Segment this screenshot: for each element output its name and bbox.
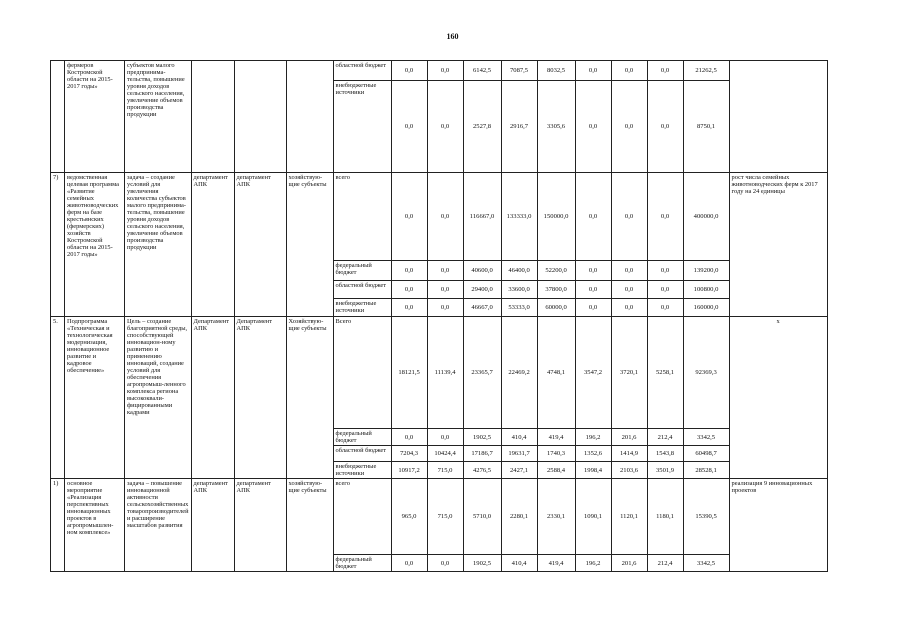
value-cell: 0,0 [391,81,427,173]
total-cell: 160000,0 [683,299,729,317]
table-row [51,173,828,261]
value-cell: 1998,4 [575,462,611,479]
program-table [50,60,828,572]
total-cell: 28528,1 [683,462,729,479]
dept-cell [191,61,234,173]
value-cell: 0,0 [575,281,611,299]
value-cell: 196,2 [575,429,611,446]
value-cell: 0,0 [575,299,611,317]
value-cell: 0,0 [427,81,463,173]
value-cell: 0,0 [611,173,647,261]
total-cell: 139200,0 [683,261,729,281]
value-cell: 1180,1 [647,479,683,555]
dept-cell: департамент АПК [234,173,286,317]
table-row [51,479,828,555]
value-cell: 29400,0 [463,281,501,299]
funding-source-cell: областной бюджет [333,446,391,462]
funding-source-cell: областной бюджет [333,61,391,81]
subject-cell [286,61,333,173]
subject-cell: Хозяйствую-щие субъекты [286,317,333,479]
value-cell: 0,0 [647,281,683,299]
value-cell: 0,0 [391,173,427,261]
value-cell: 419,4 [537,555,575,572]
value-cell: 18121,5 [391,317,427,429]
dept-cell: департамент АПК [234,479,286,572]
row-number-cell [51,61,65,173]
value-cell: 3305,6 [537,81,575,173]
value-cell: 1543,8 [647,446,683,462]
value-cell: 0,0 [391,281,427,299]
value-cell: 52200,0 [537,261,575,281]
result-cell: рост числа семейных животноводческих ферм к 2017 году на 24 единицы [729,173,827,317]
value-cell: 116667,0 [463,173,501,261]
table-row [51,317,828,429]
value-cell: 23365,7 [463,317,501,429]
value-cell: 17186,7 [463,446,501,462]
total-cell: 60498,7 [683,446,729,462]
dept-cell: департамент АПК [191,479,234,572]
value-cell: 410,4 [501,555,537,572]
value-cell: 419,4 [537,429,575,446]
task-cell: субъектов малого предпринима-тельства, повышение уровня доходов сельского населения, увеличение объемов производства продукции [125,61,192,173]
value-cell: 8032,5 [537,61,575,81]
value-cell: 150000,0 [537,173,575,261]
value-cell: 0,0 [575,81,611,173]
dept-cell: Департамент АПК [234,317,286,479]
value-cell: 0,0 [427,299,463,317]
value-cell: 212,4 [647,555,683,572]
result-cell: реализация 9 инновационных проектов [729,479,827,572]
subject-cell: хозяйствую-щие субъекты [286,479,333,572]
value-cell: 46400,0 [501,261,537,281]
value-cell: 2527,8 [463,81,501,173]
program-name-cell: фермеров Костромской области на 2015-2017 годы» [65,61,125,173]
funding-source-cell: федеральный бюджет [333,261,391,281]
funding-source-cell: областной бюджет [333,281,391,299]
value-cell: 0,0 [611,299,647,317]
value-cell: 19631,7 [501,446,537,462]
value-cell: 0,0 [575,173,611,261]
value-cell: 965,0 [391,479,427,555]
value-cell: 0,0 [427,429,463,446]
value-cell: 10917,2 [391,462,427,479]
funding-source-cell: внебюджетные источники [333,81,391,173]
funding-source-cell: федеральный бюджет [333,555,391,572]
value-cell: 0,0 [647,261,683,281]
value-cell: 715,0 [427,462,463,479]
total-cell: 15390,5 [683,479,729,555]
value-cell: 0,0 [575,61,611,81]
total-cell: 3342,5 [683,429,729,446]
value-cell: 33600,0 [501,281,537,299]
total-cell: 400000,0 [683,173,729,261]
value-cell: 2427,1 [501,462,537,479]
value-cell: 0,0 [427,281,463,299]
table-row [51,61,828,81]
value-cell: 7087,5 [501,61,537,81]
value-cell: 7204,3 [391,446,427,462]
row-number-cell: 7) [51,173,65,317]
total-cell: 3342,5 [683,555,729,572]
value-cell: 0,0 [391,299,427,317]
value-cell: 1414,9 [611,446,647,462]
value-cell: 1902,5 [463,555,501,572]
program-name-cell: Подпрограмма «Техническая и технологическая модернизация, инновационное развитие и кадровое обеспечение» [65,317,125,479]
value-cell: 0,0 [391,61,427,81]
dept-cell [234,61,286,173]
value-cell: 0,0 [427,261,463,281]
value-cell: 60000,0 [537,299,575,317]
value-cell: 0,0 [647,81,683,173]
subject-cell: хозяйствую-щие субъекты [286,173,333,317]
value-cell: 0,0 [391,555,427,572]
value-cell: 46667,0 [463,299,501,317]
dept-cell: Департамент АПК [191,317,234,479]
value-cell: 1120,1 [611,479,647,555]
value-cell: 1740,3 [537,446,575,462]
value-cell: 0,0 [647,299,683,317]
value-cell: 201,6 [611,555,647,572]
value-cell: 4748,1 [537,317,575,429]
value-cell: 0,0 [427,555,463,572]
value-cell: 5258,1 [647,317,683,429]
value-cell: 196,2 [575,555,611,572]
value-cell: 22469,2 [501,317,537,429]
value-cell: 4276,5 [463,462,501,479]
value-cell: 0,0 [391,261,427,281]
value-cell: 53333,0 [501,299,537,317]
funding-source-cell: Всего [333,317,391,429]
value-cell: 1352,6 [575,446,611,462]
value-cell: 212,4 [647,429,683,446]
total-cell: 21262,5 [683,61,729,81]
value-cell: 715,0 [427,479,463,555]
value-cell: 0,0 [427,61,463,81]
funding-source-cell: федеральный бюджет [333,429,391,446]
value-cell: 0,0 [427,173,463,261]
value-cell: 2103,6 [611,462,647,479]
value-cell: 410,4 [501,429,537,446]
task-cell: задача – создание условий для увеличения количества субъектов малого предпринима-тельства, повышение уровня доходов сельского населения, увеличение объемов производства продукции [125,173,192,317]
value-cell: 0,0 [575,261,611,281]
value-cell: 0,0 [611,81,647,173]
value-cell: 5710,0 [463,479,501,555]
funding-source-cell: всего [333,479,391,555]
value-cell: 6142,5 [463,61,501,81]
page-number: 160 [446,32,459,41]
total-cell: 92369,3 [683,317,729,429]
total-cell: 100800,0 [683,281,729,299]
task-cell: задача – повышение инновационной активности сельскохозяйственных товаропроизводителей и расширение масштабов развития [125,479,192,572]
value-cell: 2916,7 [501,81,537,173]
value-cell: 37800,0 [537,281,575,299]
result-cell [729,61,827,173]
value-cell: 3720,1 [611,317,647,429]
funding-source-cell: внебюджетные источники [333,299,391,317]
value-cell: 3547,2 [575,317,611,429]
total-cell: 8750,1 [683,81,729,173]
value-cell: 1090,1 [575,479,611,555]
funding-source-cell: внебюджетные источники [333,462,391,479]
value-cell: 2280,1 [501,479,537,555]
row-number-cell: 5. [51,317,65,479]
value-cell: 1902,5 [463,429,501,446]
value-cell: 0,0 [611,61,647,81]
value-cell: 0,0 [647,173,683,261]
funding-source-cell: всего [333,173,391,261]
value-cell: 0,0 [647,61,683,81]
value-cell: 11139,4 [427,317,463,429]
value-cell: 3501,9 [647,462,683,479]
value-cell: 133333,0 [501,173,537,261]
program-name-cell: ведомственная целевая программа «Развитие семейных животноводческих ферм на базе крестьянских (фермерских) хозяйств Костромской области на 2015-2017 годы» [65,173,125,317]
value-cell: 0,0 [391,429,427,446]
row-number-cell: 1) [51,479,65,572]
value-cell: 2330,1 [537,479,575,555]
task-cell: Цель – создание благоприятной среды, способствующей инновацион-ному развитию и применению инноваций, создание условий для обеспечения агропромыш-ленного комплекса региона высококвали-фицированными кадрами [125,317,192,479]
dept-cell: департамент АПК [191,173,234,317]
value-cell: 0,0 [611,281,647,299]
value-cell: 40600,0 [463,261,501,281]
program-name-cell: основное мероприятие «Реализация перспективных инновационных проектов в агропромышлен-ном комплексе» [65,479,125,572]
value-cell: 2588,4 [537,462,575,479]
value-cell: 10424,4 [427,446,463,462]
value-cell: 0,0 [611,261,647,281]
result-cell: х [729,317,827,479]
value-cell: 201,6 [611,429,647,446]
